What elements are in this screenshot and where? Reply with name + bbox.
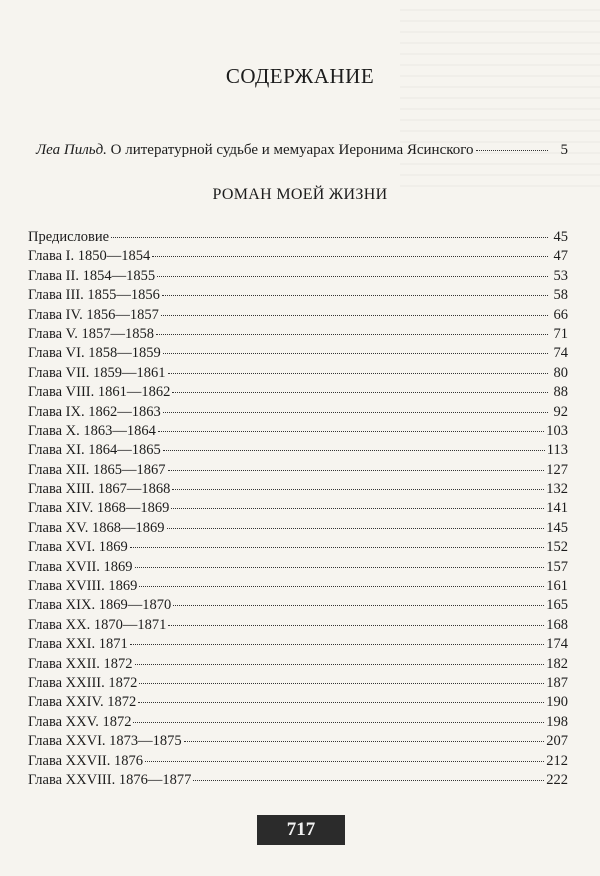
toc-entry-label: Глава XIX. 1869—1870 (28, 597, 172, 614)
dot-leader (167, 528, 545, 529)
intro-title: О литературной судьбе и мемуарах Иеронима Ясинского (110, 142, 474, 158)
toc-entry-label: Глава X. 1863—1864 (28, 422, 156, 439)
page-number: 717 (286, 819, 316, 840)
contents-heading: СОДЕРЖАНИЕ (225, 64, 375, 88)
toc-entry (28, 248, 568, 267)
toc-entry-page-number: 198 (546, 713, 568, 730)
dot-leader (168, 470, 545, 471)
toc-entry-page-number: 168 (546, 616, 568, 633)
dot-leader (130, 547, 545, 548)
toc-entry-page-number: 207 (546, 733, 568, 750)
toc-entry (28, 384, 568, 403)
dot-leader (138, 702, 544, 703)
dot-leader (157, 276, 548, 277)
toc-entry (28, 326, 568, 345)
toc-entry-page-number: 141 (546, 500, 568, 517)
dot-leader (163, 412, 548, 413)
dot-leader (135, 567, 545, 568)
toc-entry-label: Глава XIV. 1868—1869 (28, 500, 170, 517)
toc-entry-page-number: 113 (546, 442, 568, 459)
dot-leader (130, 644, 545, 645)
toc-entry-page-number: 74 (553, 345, 568, 362)
toc-entry-label: Глава I. 1850—1854 (28, 248, 151, 265)
toc-entry-page-number: 58 (553, 287, 568, 304)
dot-leader (163, 353, 548, 354)
dot-leader (158, 431, 544, 432)
dot-leader (168, 625, 544, 626)
dot-leader (184, 741, 545, 742)
toc-entry-page-number: 71 (553, 325, 568, 342)
toc-entry (28, 714, 568, 733)
dot-leader (133, 722, 544, 723)
toc-entry-label: Глава XXVIII. 1876—1877 (28, 771, 192, 788)
toc-entry (28, 539, 568, 558)
toc-entry-page-number: 187 (546, 674, 568, 691)
dot-leader (139, 683, 544, 684)
toc-entry-label: Глава XVIII. 1869 (28, 578, 138, 595)
toc-entry-page-number: 212 (546, 752, 568, 769)
toc-entry (28, 675, 568, 694)
dot-leader (135, 664, 545, 665)
toc-entry (28, 345, 568, 364)
toc-entry-label: Глава III. 1855—1856 (28, 287, 160, 304)
dot-leader (145, 761, 544, 762)
toc-entry-label: Глава IX. 1862—1863 (28, 403, 161, 420)
dot-leader (173, 605, 544, 606)
dot-leader (476, 150, 548, 151)
toc-entry-page-number: 174 (546, 636, 568, 653)
toc-entry-page-number: 103 (546, 422, 568, 439)
toc-entry-label: Глава XXVII. 1876 (28, 752, 144, 769)
toc-entry-label: Глава VIII. 1861—1862 (28, 384, 171, 401)
toc-entry-label: Глава XXV. 1872 (28, 713, 132, 730)
toc-entry-label: Глава II. 1854—1855 (28, 267, 156, 284)
section-title: РОМАН МОЕЙ ЖИЗНИ (212, 186, 388, 203)
dot-leader (172, 392, 548, 393)
toc-entry-page-number: 45 (553, 229, 568, 245)
toc-entry (28, 404, 568, 423)
toc-entry-label: Глава XVII. 1869 (28, 558, 133, 575)
toc-entry-label: Глава V. 1857—1858 (28, 325, 155, 342)
toc-entry-page-number: 190 (546, 694, 568, 711)
toc-entry-label: Глава XXII. 1872 (28, 655, 133, 672)
toc-entry (28, 307, 568, 326)
toc-entry-page-number: 222 (546, 771, 568, 788)
dot-leader (139, 586, 544, 587)
toc-entry (28, 578, 568, 597)
toc-entry (28, 656, 568, 675)
toc-entry-label: Глава XV. 1868—1869 (28, 519, 165, 536)
dot-leader (162, 295, 548, 296)
toc-entry-label: Глава XIII. 1867—1868 (28, 481, 171, 498)
toc-entry (28, 500, 568, 519)
toc-entry (28, 636, 568, 655)
dot-leader (156, 334, 548, 335)
toc-entry (28, 753, 568, 772)
toc-entry-page-number: 47 (553, 248, 568, 265)
toc-entry-label: Глава XII. 1865—1867 (28, 461, 166, 478)
table-of-contents (28, 229, 568, 791)
toc-entry-page-number: 53 (553, 267, 568, 284)
toc-entry-page-number: 145 (546, 519, 568, 536)
dot-leader (193, 780, 544, 781)
toc-entry (28, 559, 568, 578)
toc-entry (28, 423, 568, 442)
intro-author: Леа Пильд. (36, 142, 107, 158)
toc-entry-label: Глава VII. 1859—1861 (28, 364, 166, 381)
toc-entry-label: Глава XX. 1870—1871 (28, 616, 167, 633)
toc-entry-page-number: 66 (553, 306, 568, 323)
toc-entry-page-number: 152 (546, 539, 568, 556)
toc-entry-label: Глава XXIV. 1872 (28, 694, 137, 711)
toc-entry-page-number: 161 (546, 578, 568, 595)
toc-entry-page-number: 157 (546, 558, 568, 575)
toc-entry-label: Предисловие (28, 229, 110, 245)
toc-entry (28, 481, 568, 500)
toc-entry (28, 442, 568, 461)
dot-leader (111, 237, 548, 238)
toc-entry-label: Глава XI. 1864—1865 (28, 442, 161, 459)
dot-leader (168, 373, 548, 374)
toc-entry-page-number: 88 (553, 384, 568, 401)
toc-entry (28, 268, 568, 287)
toc-entry-label: Глава VI. 1858—1859 (28, 345, 161, 362)
toc-entry-label: Глава XXVI. 1873—1875 (28, 733, 182, 750)
intro-entry (36, 142, 568, 159)
toc-entry-label: Глава XXI. 1871 (28, 636, 128, 653)
dot-leader (163, 450, 545, 451)
toc-entry (28, 287, 568, 306)
toc-entry-label: Глава XVI. 1869 (28, 539, 128, 556)
toc-entry-label: Глава IV. 1856—1857 (28, 306, 159, 323)
toc-entry-page-number: 165 (546, 597, 568, 614)
bleed-through-text (400, 0, 600, 190)
toc-entry-page-number: 127 (546, 461, 568, 478)
dot-leader (152, 256, 548, 257)
intro-page-number: 5 (560, 142, 568, 158)
dot-leader (171, 508, 544, 509)
page-number-badge (257, 815, 345, 845)
toc-entry-page-number: 132 (546, 481, 568, 498)
toc-entry (28, 694, 568, 713)
toc-entry (28, 772, 568, 791)
toc-entry (28, 365, 568, 384)
toc-entry (28, 462, 568, 481)
toc-entry (28, 597, 568, 616)
dot-leader (161, 315, 548, 316)
toc-entry (28, 733, 568, 752)
toc-entry-label: Глава XXIII. 1872 (28, 674, 138, 691)
toc-entry (28, 617, 568, 636)
toc-entry-page-number: 182 (546, 655, 568, 672)
toc-entry-page-number: 92 (553, 403, 568, 420)
toc-entry-page-number: 80 (553, 364, 568, 381)
toc-entry (28, 520, 568, 539)
dot-leader (172, 489, 544, 490)
toc-entry (28, 229, 568, 248)
